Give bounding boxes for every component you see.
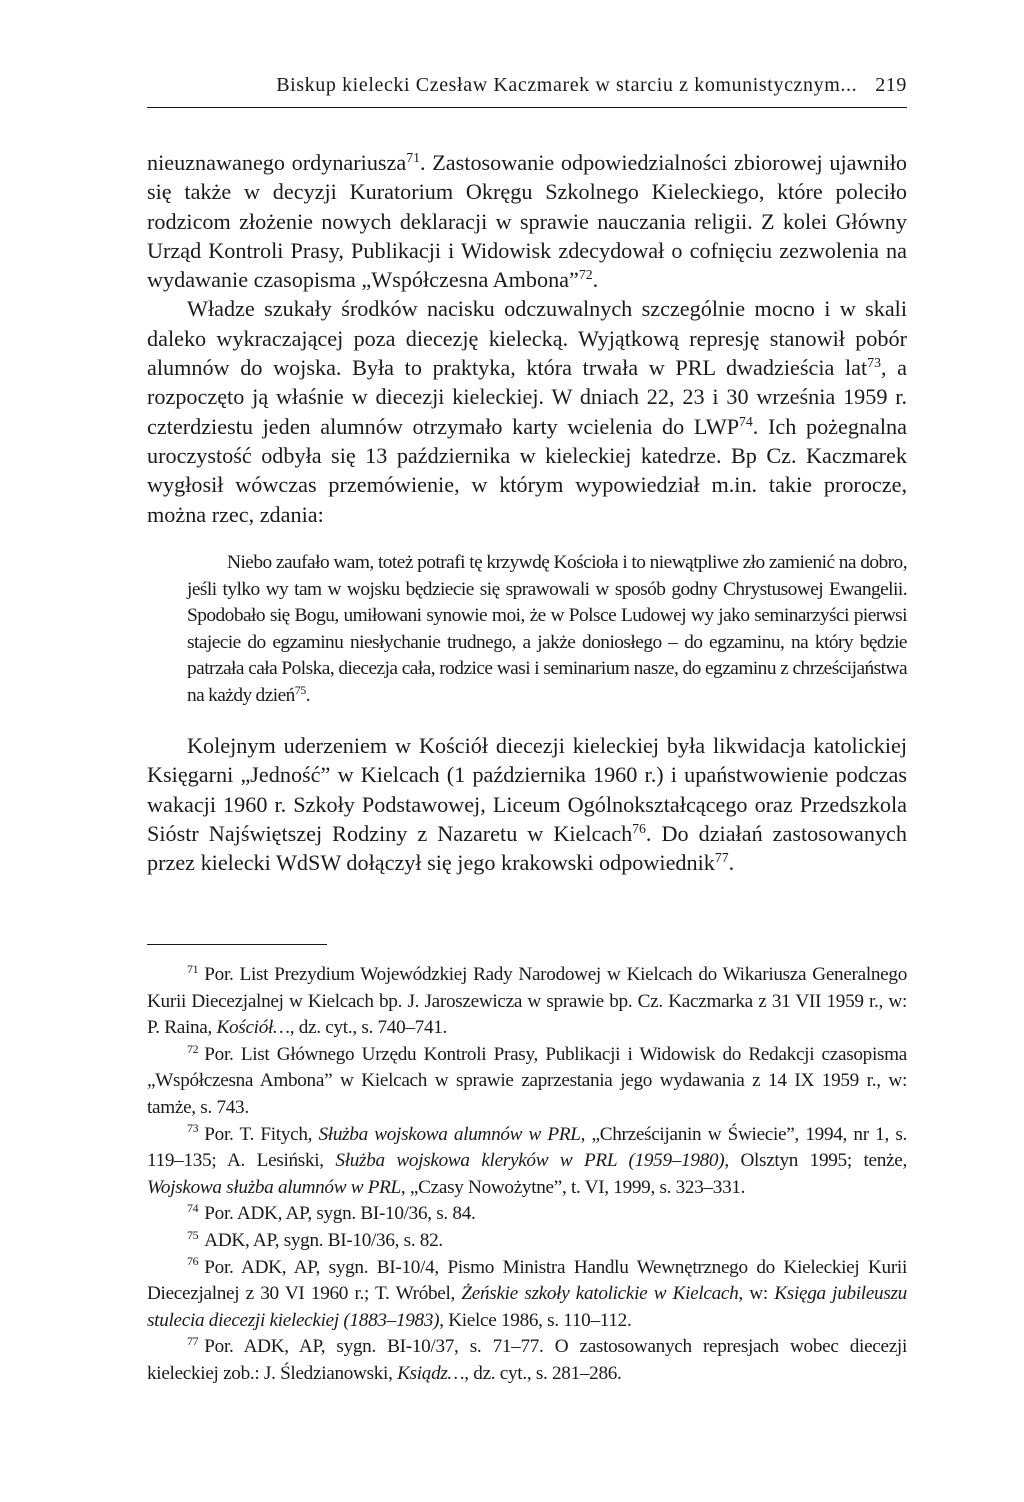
footnote-text: , „Czasy Nowożytne”, t. VI, 1999, s. 323–331. (400, 1176, 746, 1198)
footnote-number: 73 (187, 1121, 199, 1136)
running-head (147, 74, 907, 97)
main-text (147, 148, 907, 529)
footnote-text: Por. ADK, AP, sygn. BI-10/36, s. 84. (204, 1203, 476, 1225)
footnote-text: ADK, AP, sygn. BI-10/36, s. 82. (204, 1229, 443, 1251)
paragraph-1 (147, 148, 907, 294)
text-run: . Do działań zastosowanych przez kielecki WdSW dołączył się jego krakowski odpowiednik (147, 820, 907, 876)
quote-text: Niebo zaufało wam, toteż potrafi tę krzywdę Kościoła i to niewątpliwe zło zamienić na dobro, jeśli tylko wy tam w wojsku będziecie się sprawowali w sposób godny Chrystusowej Ewangelii. Spodobało się Bogu, umiłowani synowie moi, że w Polsce Ludowej wy jako seminarzyści pierwsi stajecie do egzaminu niesłychanie trudnego, a jakże doniosłego – do egzaminu, na który będzie patrzała cała Polska, diecezja cała, rodzice wasi i seminarium nasze, do egzaminu z chrześcijaństwa na każdy dzień (187, 552, 907, 706)
footnote-italic: Ksiądz… (397, 1362, 465, 1384)
page-number: 219 (875, 74, 907, 96)
footnote-73 (147, 1122, 907, 1202)
quote-paragraph (187, 550, 907, 710)
footnote-ref-75: 75 (294, 682, 306, 697)
footnote-text: Por. ADK, AP, sygn. BI-10/4, Pismo Ministra Handlu Wewnętrznego do Kieleckiej Kurii Diecezjalnej z 30 VI 1960 r.; T. Wróbel, (147, 1256, 907, 1305)
main-text-continued (147, 731, 907, 877)
footnote-text: Por. ADK, AP, sygn. BI-10/37, s. 71–77. O zastosowanych represjach wobec diecezji kieleckiej zob.: J. Śledzianowski, (147, 1336, 907, 1384)
footnote-italic: Żeńskie szkoły katolickie w Kielcach (461, 1283, 739, 1305)
footnote-italic: Wojskowa służba alumnów w PRL (147, 1176, 401, 1198)
footnote-text: Por. List Prezydium Wojewódzkiej Rady Narodowej w Kielcach do Wikariusza Generalnego Kurii Diecezjalnej w Kielcach bp. J. Jaroszewicza w sprawie bp. Cz. Kaczmarka z 31 VII 1959 r., w: P. Raina, (147, 964, 907, 1039)
footnote-italic: Księga jubileuszu stulecia diecezji kieleckiej (1883–1983) (147, 1283, 907, 1331)
footnote-text: , Olsztyn 1995; tenże, (724, 1150, 907, 1172)
footnote-text: , dz. cyt., s. 740–741. (289, 1017, 448, 1039)
header-rule (147, 107, 907, 108)
text-run: Kolejnym uderzeniem w Kościół diecezji kieleckiej była likwidacja katolickiej Księgarni „Jedność” w Kielcach (1 października 1960 r.) i upaństwowienie podczas wakacji 1960 r. Szkoły Podstawowej, Liceum Ogólnokształcącego oraz Przedszkola Sióstr Najświętszej Rodziny z Nazaretu w Kielcach (147, 733, 907, 846)
text-run: . Zastosowanie odpowiedzialności zbiorowej ujawniło się także w decyzji Kuratorium Okręgu Szkolnego Kieleckiego, które poleciło rodzicom złożenie nowych deklaracji w sprawie nauczania religii. Z kolei Główny Urząd Kontroli Prasy, Publikacji i Widowisk zdecydował o cofnięciu zezwolenia na wydawanie czasopisma „Współczesna Ambona” (147, 150, 907, 293)
footnote-number: 76 (187, 1254, 199, 1269)
paragraph-2 (147, 294, 907, 528)
footnote-italic: Służba wojskowa alumnów w PRL (318, 1123, 581, 1145)
footnote-italic: Kościół… (216, 1017, 290, 1039)
quote-end: . (305, 684, 311, 706)
footnote-number: 77 (187, 1334, 199, 1349)
text-run: Władze szukały środków nacisku odczuwalnych szczególnie mocno i w skali daleko wykraczającej poza diecezję kielecką. Wyjątkową represję stanowił pobór alumnów do wojska. Była to praktyka, która trwała w PRL dwadzieścia lat (147, 296, 907, 381)
footnote-text: , dz. cyt., s. 281–286. (464, 1362, 622, 1384)
text-run: . (728, 850, 735, 876)
text-run: nieuznawanego ordynariusza (147, 150, 407, 175)
footnote-71 (147, 962, 907, 1042)
footnote-72 (147, 1042, 907, 1122)
footnote-text: , „Chrześcijanin w Świecie”, 1994, nr 1, s. 119–135; A. Lesiński, (147, 1123, 907, 1172)
text-run: . Ich pożegnalna uroczystość odbyła się 13 października w kieleckiej katedrze. Bp Cz. Kaczmarek wygłosił wówczas przemówienie, w którym wypowiedział m.in. takie prorocze, można rzec, zdania: (147, 413, 908, 527)
footnote-text: Por. T. Fitych, (204, 1123, 319, 1145)
footnote-number: 75 (187, 1227, 199, 1242)
footnote-number: 74 (187, 1201, 199, 1216)
footnote-text: Por. List Głównego Urzędu Kontroli Prasy, Publikacji i Widowisk do Redakcji czasopisma „Współczesna Ambona” w Kielcach w sprawie zaprzestania jego wydawania z 14 IX 1959 r., w: tamże, s. 743. (147, 1043, 907, 1118)
block-quote (187, 550, 907, 710)
footnote-text: , w: (738, 1283, 775, 1305)
footnote-ref-72: 72 (578, 266, 593, 282)
footnote-ref-77: 77 (714, 849, 729, 865)
footnote-number: 71 (187, 961, 199, 976)
footnote-ref-74: 74 (739, 413, 753, 429)
footnote-75 (147, 1228, 907, 1255)
footnote-text: , Kielce 1986, s. 110–112. (439, 1309, 632, 1331)
footnote-separator (147, 944, 327, 945)
footnote-ref-73: 73 (867, 354, 881, 370)
text-run: . (592, 267, 599, 293)
running-head-title: Biskup kielecki Czesław Kaczmarek w starciu z komunistycznym... (276, 74, 858, 96)
footnote-ref-71: 71 (406, 149, 421, 165)
footnote-italic: Służba wojskowa kleryków w PRL (1959–1980) (335, 1150, 725, 1172)
footnotes (147, 962, 907, 1388)
paragraph-3 (147, 731, 907, 877)
footnote-76 (147, 1255, 907, 1335)
footnote-77 (147, 1334, 907, 1387)
footnote-ref-76: 76 (632, 820, 646, 836)
text-run: , a rozpoczęto ją właśnie w diecezji kieleckiej. W dniach 22, 23 i 30 września 1959 r. czterdziestu jeden alumnów otrzymało karty wcielenia do LWP (147, 355, 907, 439)
footnote-number: 72 (187, 1041, 199, 1056)
footnote-74 (147, 1201, 907, 1228)
